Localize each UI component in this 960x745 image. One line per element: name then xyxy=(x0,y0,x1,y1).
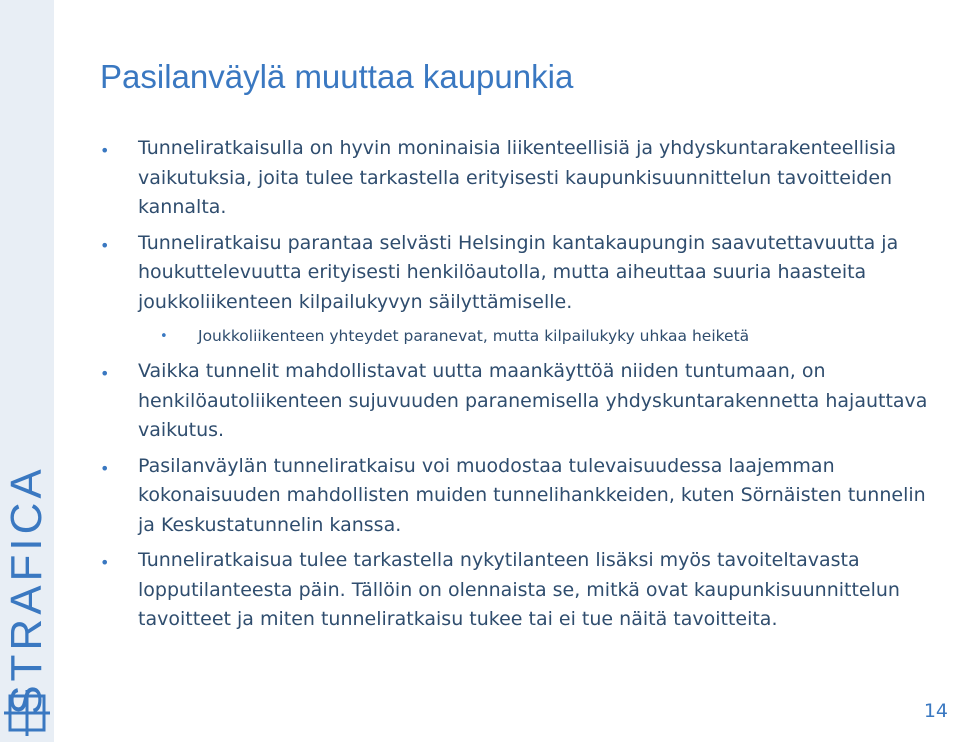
bullet-text: Tunneliratkaisu parantaa selvästi Helsingin kantakaupungin saavutettavuutta ja houkuttelevuutta erityisesti henkilöautolla, mutta aiheuttaa suuria haasteita joukkoliikenteen kilpailukyvyn säilyttämiselle. xyxy=(138,231,899,313)
bullet-text: Vaikka tunnelit mahdollistavat uutta maankäyttöä niiden tuntumaan, on henkilöautoliikenteen sujuvuuden paranemisella yhdyskuntarakennetta hajauttava vaikutus. xyxy=(138,360,928,441)
bullet-text: Tunneliratkaisua tulee tarkastella nykytilanteen lisäksi myös tavoiteltavasta lopputilanteesta päin. Tällöin on olennaista se, mitkä ovat kaupunkisuunnittelun tavoitteet ja miten tunneliratkaisu tukee tai ei tue näitä tavoitteita. xyxy=(138,549,900,630)
bullet-item xyxy=(100,134,940,223)
sub-bullet-item xyxy=(160,323,940,349)
bullet-item xyxy=(100,546,940,635)
bullet-dot-icon: • xyxy=(100,141,110,160)
bullet-dot-icon: • xyxy=(100,553,110,572)
bullet-item xyxy=(100,452,940,541)
bullet-item xyxy=(100,357,940,446)
bullet-text: Tunneliratkaisulla on hyvin moninaisia liikenteellisiä ja yhdyskuntarakenteellisia vaikutuksia, joita tulee tarkastella erityisesti kaupunkisuunnittelun tavoitteiden kannalta. xyxy=(138,137,897,218)
brand-wordmark: STRAFICA xyxy=(2,465,51,715)
brand-sidebar xyxy=(0,0,54,742)
brand-emblem-icon xyxy=(4,690,50,736)
bullet-dot-icon: • xyxy=(160,329,168,344)
bullet-dot-icon: • xyxy=(100,364,110,383)
bullet-item xyxy=(100,229,940,318)
bullet-text: Joukkoliikenteen yhteydet paranevat, mutta kilpailukyky uhkaa heiketä xyxy=(198,327,750,345)
bullet-dot-icon: • xyxy=(100,458,110,478)
page-number: 14 xyxy=(923,700,948,722)
bullet-dot-icon: • xyxy=(100,235,110,255)
slide-title: Pasilanväylä muuttaa kaupunkia xyxy=(100,58,574,95)
bullet-list xyxy=(100,134,940,641)
bullet-text: Pasilanväylän tunneliratkaisu voi muodostaa tulevaisuudessa laajemman kokonaisuuden mahdollisten muiden tunnelihankkeiden, kuten Sörnäisten tunnelin ja Keskustatunnelin kanssa. xyxy=(138,454,926,536)
